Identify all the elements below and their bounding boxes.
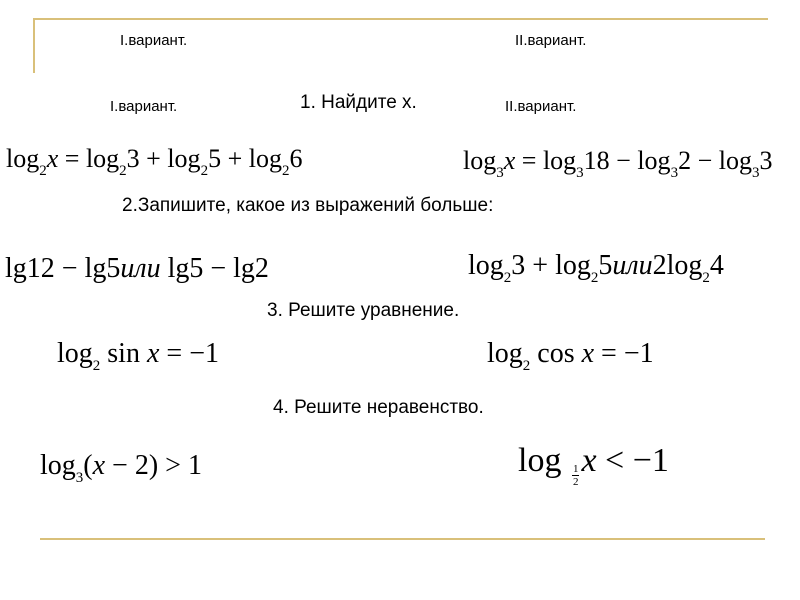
formula-1-right: $\log_3x = \log_318 - \log_32 - \log_33$ [463, 146, 773, 181]
formula-3-left: $\log_2 \sin x = -1$ [57, 338, 219, 374]
frame-bottom-line [40, 538, 765, 540]
variant1-label: I.вариант. [110, 98, 178, 115]
task2-heading: 2.Запишите, какое из выражений больше: [122, 195, 494, 216]
formula-4-right: log $\frac{1}{2}$ x < −1 [518, 442, 669, 488]
task3-heading: 3. Решите уравнение. [267, 300, 460, 321]
formula-4-left: $\log_3(x - 2) > 1$ [40, 450, 202, 486]
one-half-fraction: $\frac{1}{2}$ [572, 462, 579, 488]
task4-heading: 4. Решите неравенство. [273, 397, 484, 418]
frame-top-line [33, 18, 768, 20]
frame-left-line [33, 18, 35, 73]
variant2-label: II.вариант. [505, 98, 577, 115]
task1-heading: 1. Найдите х. [300, 92, 417, 113]
formula-3-right: $\log_2 \cos x = -1$ [487, 338, 654, 374]
variant2-top-label: II.вариант. [515, 32, 587, 49]
formula-2-right: $\log_23 + \log_25или2\log_24$ [468, 250, 724, 286]
formula-2-left: lg12 − lg5или lg5 − lg2 [5, 253, 269, 284]
variant1-top-label: I.вариант. [120, 32, 188, 49]
formula-1-left: $\log_2x = \log_23 + \log_25 + \log_26$ [6, 144, 303, 179]
